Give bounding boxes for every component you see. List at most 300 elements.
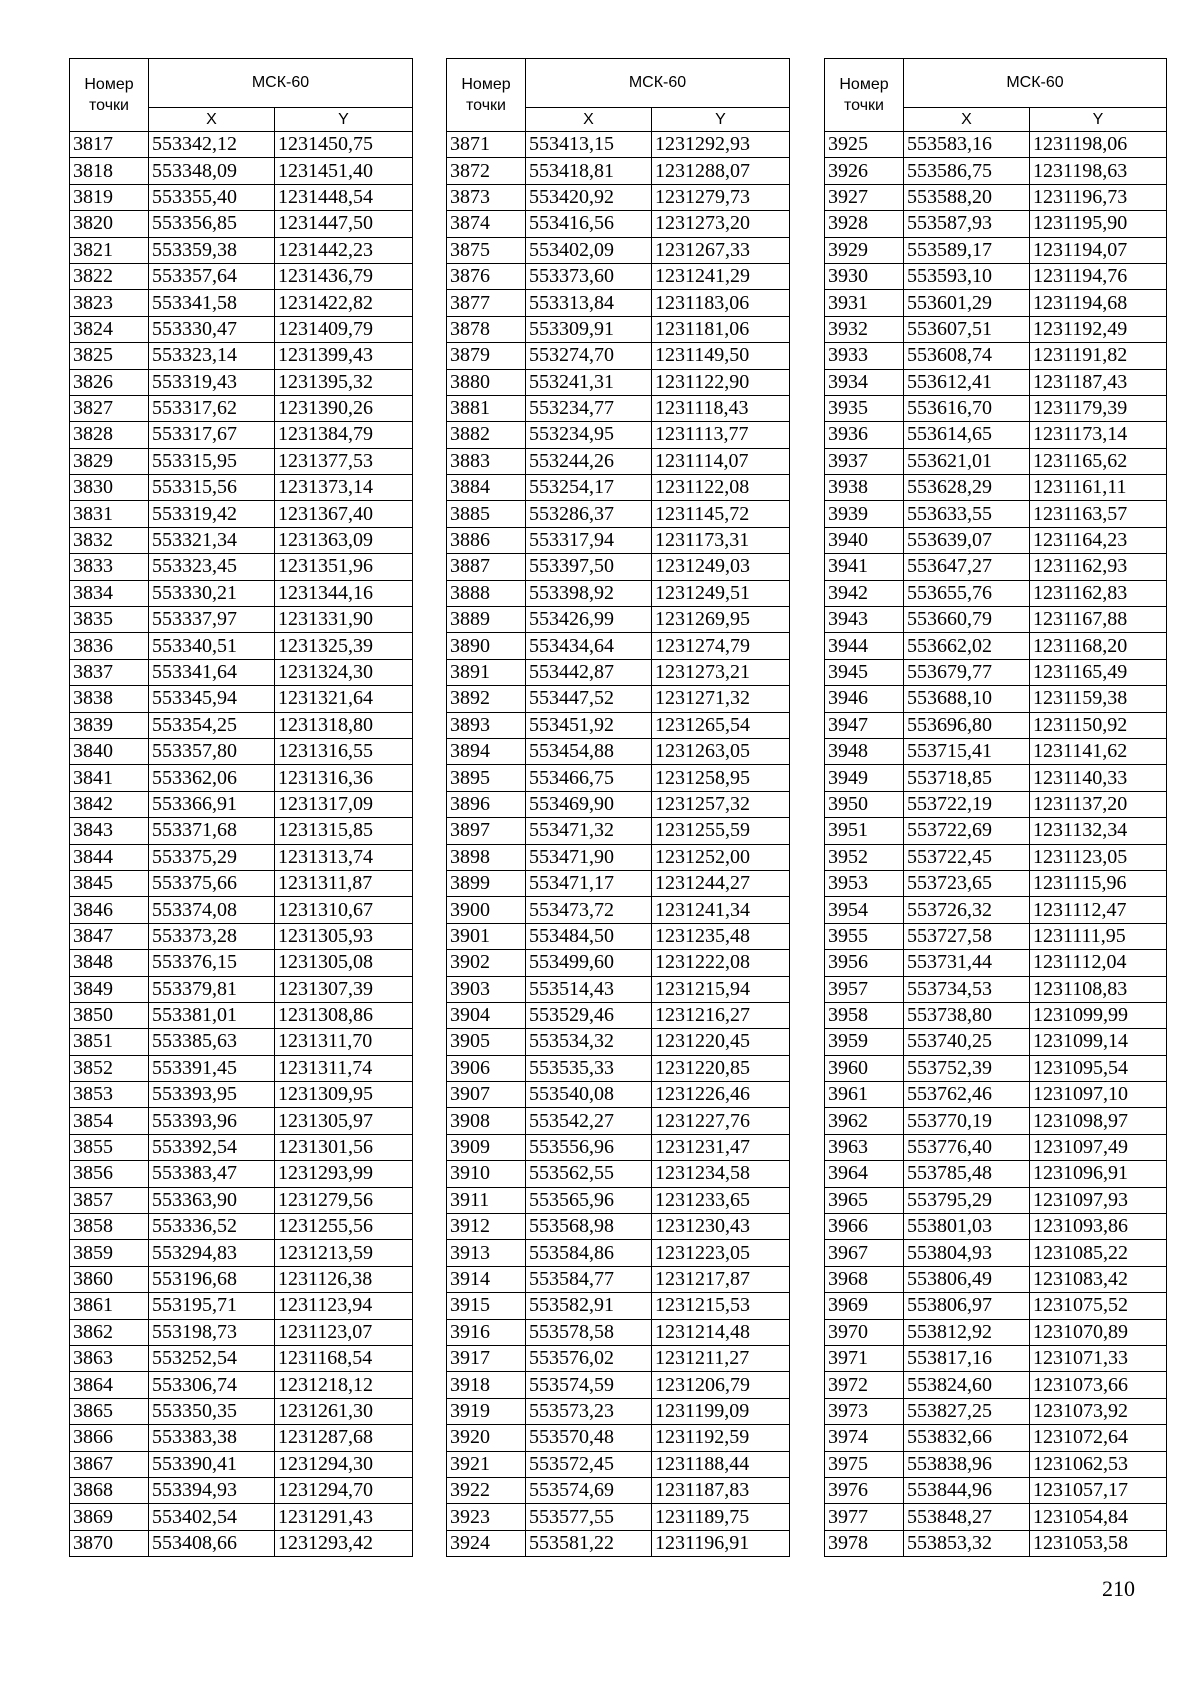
x-coordinate-cell: 553356,85 [149, 211, 275, 237]
x-coordinate-cell: 553832,66 [904, 1425, 1030, 1451]
table-row [447, 976, 790, 1002]
y-coordinate-cell: 1231395,32 [275, 369, 413, 395]
point-number-cell: 3870 [70, 1530, 149, 1556]
x-coordinate-cell: 553586,75 [904, 158, 1030, 184]
point-number-cell: 3961 [825, 1082, 904, 1108]
point-number-cell: 3898 [447, 844, 526, 870]
table-row [447, 1319, 790, 1345]
y-coordinate-cell: 1231223,05 [652, 1240, 790, 1266]
table-row [447, 870, 790, 896]
table-row [70, 1029, 413, 1055]
point-number-cell: 3852 [70, 1055, 149, 1081]
point-number-cell: 3850 [70, 1002, 149, 1028]
point-number-cell: 3882 [447, 422, 526, 448]
point-number-cell: 3893 [447, 712, 526, 738]
point-number-cell: 3832 [70, 527, 149, 553]
x-coordinate-cell: 553447,52 [526, 686, 652, 712]
point-number-cell: 3891 [447, 659, 526, 685]
point-number-cell: 3924 [447, 1530, 526, 1556]
y-coordinate-cell: 1231230,43 [652, 1214, 790, 1240]
point-number-cell: 3819 [70, 184, 149, 210]
x-coordinate-cell: 553354,25 [149, 712, 275, 738]
point-number-cell: 3846 [70, 897, 149, 923]
x-coordinate-cell: 553827,25 [904, 1398, 1030, 1424]
y-coordinate-cell: 1231226,46 [652, 1082, 790, 1108]
table-row [825, 237, 1167, 263]
table-row [447, 580, 790, 606]
point-number-cell: 3945 [825, 659, 904, 685]
point-number-cell: 3974 [825, 1425, 904, 1451]
y-coordinate-cell: 1231310,67 [275, 897, 413, 923]
table-row [447, 844, 790, 870]
table-row [70, 1134, 413, 1160]
table-row [70, 1372, 413, 1398]
point-number-cell: 3934 [825, 369, 904, 395]
table-row [825, 211, 1167, 237]
point-number-cell: 3862 [70, 1319, 149, 1345]
x-coordinate-cell: 553244,26 [526, 448, 652, 474]
y-coordinate-cell: 1231141,62 [1030, 738, 1167, 764]
y-coordinate-cell: 1231083,42 [1030, 1266, 1167, 1292]
x-coordinate-cell: 553392,54 [149, 1134, 275, 1160]
table-row [825, 290, 1167, 316]
table-row [70, 897, 413, 923]
point-number-cell: 3969 [825, 1293, 904, 1319]
point-number-cell: 3844 [70, 844, 149, 870]
point-number-cell: 3877 [447, 290, 526, 316]
table-row [447, 1240, 790, 1266]
y-coordinate-cell: 1231145,72 [652, 501, 790, 527]
y-coordinate-cell: 1231167,88 [1030, 607, 1167, 633]
x-coordinate-cell: 553572,45 [526, 1451, 652, 1477]
x-coordinate-cell: 553562,55 [526, 1161, 652, 1187]
y-coordinate-cell: 1231194,76 [1030, 263, 1167, 289]
point-number-cell: 3926 [825, 158, 904, 184]
y-coordinate-cell: 1231436,79 [275, 263, 413, 289]
table-row [447, 422, 790, 448]
point-number-cell: 3894 [447, 738, 526, 764]
x-coordinate-cell: 553385,63 [149, 1029, 275, 1055]
x-coordinate-cell: 553785,48 [904, 1161, 1030, 1187]
point-number-cell: 3900 [447, 897, 526, 923]
y-coordinate-cell: 1231085,22 [1030, 1240, 1167, 1266]
point-number-cell: 3953 [825, 870, 904, 896]
x-coordinate-cell: 553309,91 [526, 316, 652, 342]
point-number-cell: 3834 [70, 580, 149, 606]
point-number-cell: 3826 [70, 369, 149, 395]
x-coordinate-cell: 553770,19 [904, 1108, 1030, 1134]
point-number-cell: 3964 [825, 1161, 904, 1187]
point-number-cell: 3972 [825, 1372, 904, 1398]
x-coordinate-cell: 553529,46 [526, 1002, 652, 1028]
x-coordinate-cell: 553402,54 [149, 1504, 275, 1530]
y-coordinate-cell: 1231442,23 [275, 237, 413, 263]
coordinates-table-3 [824, 58, 1167, 1557]
point-number-cell: 3955 [825, 923, 904, 949]
table-row [825, 475, 1167, 501]
table-row [825, 818, 1167, 844]
point-number-cell: 3917 [447, 1345, 526, 1371]
x-coordinate-cell: 553715,41 [904, 738, 1030, 764]
point-number-cell: 3912 [447, 1214, 526, 1240]
y-coordinate-cell: 1231054,84 [1030, 1504, 1167, 1530]
y-coordinate-cell: 1231325,39 [275, 633, 413, 659]
point-number-cell: 3967 [825, 1240, 904, 1266]
table-row [447, 475, 790, 501]
table-row [447, 1082, 790, 1108]
x-coordinate-cell: 553628,29 [904, 475, 1030, 501]
x-coordinate-cell: 553442,87 [526, 659, 652, 685]
y-coordinate-cell: 1231255,56 [275, 1214, 413, 1240]
x-coordinate-cell: 553806,49 [904, 1266, 1030, 1292]
point-number-cell: 3908 [447, 1108, 526, 1134]
table-row [70, 791, 413, 817]
y-coordinate-cell: 1231316,55 [275, 738, 413, 764]
table-row [70, 765, 413, 791]
y-coordinate-cell: 1231099,14 [1030, 1029, 1167, 1055]
y-coordinate-cell: 1231409,79 [275, 316, 413, 342]
table-row [447, 659, 790, 685]
point-number-cell: 3973 [825, 1398, 904, 1424]
x-coordinate-cell: 553393,95 [149, 1082, 275, 1108]
x-coordinate-cell: 553426,99 [526, 607, 652, 633]
y-coordinate-cell: 1231123,94 [275, 1293, 413, 1319]
table-row [825, 1082, 1167, 1108]
x-coordinate-cell: 553294,83 [149, 1240, 275, 1266]
y-coordinate-cell: 1231097,93 [1030, 1187, 1167, 1213]
point-number-cell: 3907 [447, 1082, 526, 1108]
x-coordinate-cell: 553722,45 [904, 844, 1030, 870]
table-row [447, 316, 790, 342]
y-coordinate-cell: 1231373,14 [275, 475, 413, 501]
x-coordinate-cell: 553607,51 [904, 316, 1030, 342]
x-coordinate-cell: 553241,31 [526, 369, 652, 395]
y-coordinate-cell: 1231293,42 [275, 1530, 413, 1556]
x-coordinate-cell: 553584,86 [526, 1240, 652, 1266]
y-coordinate-cell: 1231140,33 [1030, 765, 1167, 791]
table-row [447, 1266, 790, 1292]
table-row [70, 395, 413, 421]
x-coordinate-cell: 553612,41 [904, 369, 1030, 395]
coordinate-system-header: МСК-60 [526, 59, 790, 108]
table-row [70, 184, 413, 210]
point-number-cell: 3903 [447, 976, 526, 1002]
y-coordinate-cell: 1231187,43 [1030, 369, 1167, 395]
x-coordinate-cell: 553570,48 [526, 1425, 652, 1451]
x-coordinate-cell: 553573,23 [526, 1398, 652, 1424]
x-coordinate-cell: 553752,39 [904, 1055, 1030, 1081]
point-number-cell: 3960 [825, 1055, 904, 1081]
x-coordinate-cell: 553355,40 [149, 184, 275, 210]
y-coordinate-cell: 1231241,34 [652, 897, 790, 923]
x-coordinate-cell: 553418,81 [526, 158, 652, 184]
y-coordinate-cell: 1231447,50 [275, 211, 413, 237]
point-number-cell: 3913 [447, 1240, 526, 1266]
y-coordinate-cell: 1231265,54 [652, 712, 790, 738]
table-row [447, 1477, 790, 1503]
point-number-cell: 3879 [447, 343, 526, 369]
table-row [70, 527, 413, 553]
x-coordinate-cell: 553466,75 [526, 765, 652, 791]
y-coordinate-cell: 1231187,83 [652, 1477, 790, 1503]
point-number-cell: 3864 [70, 1372, 149, 1398]
x-coordinate-cell: 553317,62 [149, 395, 275, 421]
point-number-cell: 3828 [70, 422, 149, 448]
point-number-cell: 3936 [825, 422, 904, 448]
x-coordinate-cell: 553390,41 [149, 1451, 275, 1477]
x-coordinate-cell: 553357,64 [149, 263, 275, 289]
table-row [447, 158, 790, 184]
table-row [70, 1293, 413, 1319]
table-row [70, 633, 413, 659]
y-coordinate-cell: 1231126,38 [275, 1266, 413, 1292]
point-number-cell: 3923 [447, 1504, 526, 1530]
point-number-cell: 3940 [825, 527, 904, 553]
y-coordinate-cell: 1231196,91 [652, 1530, 790, 1556]
x-coordinate-cell: 553471,32 [526, 818, 652, 844]
y-coordinate-cell: 1231305,97 [275, 1108, 413, 1134]
x-coordinate-cell: 553342,12 [149, 132, 275, 158]
point-number-cell: 3881 [447, 395, 526, 421]
y-coordinate-cell: 1231188,44 [652, 1451, 790, 1477]
point-number-cell: 3824 [70, 316, 149, 342]
table-row [447, 554, 790, 580]
point-number-cell: 3935 [825, 395, 904, 421]
y-coordinate-cell: 1231344,16 [275, 580, 413, 606]
point-number-cell: 3910 [447, 1161, 526, 1187]
x-coordinate-cell: 553584,77 [526, 1266, 652, 1292]
table-row [825, 1108, 1167, 1134]
y-coordinate-cell: 1231331,90 [275, 607, 413, 633]
y-coordinate-cell: 1231261,30 [275, 1398, 413, 1424]
x-coordinate-cell: 553568,98 [526, 1214, 652, 1240]
point-number-cell: 3872 [447, 158, 526, 184]
point-number-cell: 3965 [825, 1187, 904, 1213]
x-coordinate-cell: 553688,10 [904, 686, 1030, 712]
y-coordinate-cell: 1231215,53 [652, 1293, 790, 1319]
x-coordinate-cell: 553722,19 [904, 791, 1030, 817]
point-number-cell: 3886 [447, 527, 526, 553]
table-row [825, 1266, 1167, 1292]
table-row [70, 1425, 413, 1451]
point-number-cell: 3895 [447, 765, 526, 791]
point-number-cell: 3838 [70, 686, 149, 712]
x-coordinate-cell: 553383,38 [149, 1425, 275, 1451]
x-coordinate-cell: 553593,10 [904, 263, 1030, 289]
y-coordinate-cell: 1231192,49 [1030, 316, 1167, 342]
table-row [447, 211, 790, 237]
x-coordinate-cell: 553362,06 [149, 765, 275, 791]
y-coordinate-cell: 1231073,66 [1030, 1372, 1167, 1398]
table-row [70, 950, 413, 976]
y-coordinate-cell: 1231075,52 [1030, 1293, 1167, 1319]
x-coordinate-cell: 553375,66 [149, 870, 275, 896]
y-coordinate-cell: 1231183,06 [652, 290, 790, 316]
x-coordinate-cell: 553336,52 [149, 1214, 275, 1240]
y-coordinate-cell: 1231294,70 [275, 1477, 413, 1503]
table-row [447, 1398, 790, 1424]
x-coordinate-cell: 553374,08 [149, 897, 275, 923]
x-coordinate-cell: 553315,56 [149, 475, 275, 501]
x-coordinate-cell: 553542,27 [526, 1108, 652, 1134]
x-coordinate-cell: 553718,85 [904, 765, 1030, 791]
x-column-header: X [904, 108, 1030, 132]
table-row [825, 1319, 1167, 1345]
x-coordinate-cell: 553762,46 [904, 1082, 1030, 1108]
table-row [70, 448, 413, 474]
x-coordinate-cell: 553451,92 [526, 712, 652, 738]
y-coordinate-cell: 1231214,48 [652, 1319, 790, 1345]
x-column-header: X [526, 108, 652, 132]
y-coordinate-cell: 1231097,10 [1030, 1082, 1167, 1108]
y-coordinate-cell: 1231399,43 [275, 343, 413, 369]
point-number-cell: 3950 [825, 791, 904, 817]
y-coordinate-cell: 1231293,99 [275, 1161, 413, 1187]
table-row [825, 1398, 1167, 1424]
x-coordinate-cell: 553363,90 [149, 1187, 275, 1213]
y-coordinate-cell: 1231216,27 [652, 1002, 790, 1028]
table-row [447, 343, 790, 369]
x-coordinate-cell: 553317,94 [526, 527, 652, 553]
point-number-cell: 3954 [825, 897, 904, 923]
x-coordinate-cell: 553381,01 [149, 1002, 275, 1028]
x-coordinate-cell: 553824,60 [904, 1372, 1030, 1398]
x-coordinate-cell: 553234,77 [526, 395, 652, 421]
y-coordinate-cell: 1231351,96 [275, 554, 413, 580]
table-row [447, 897, 790, 923]
table-row [825, 448, 1167, 474]
x-coordinate-cell: 553727,58 [904, 923, 1030, 949]
point-number-cell: 3966 [825, 1214, 904, 1240]
point-number-cell: 3968 [825, 1266, 904, 1292]
y-coordinate-cell: 1231114,07 [652, 448, 790, 474]
x-coordinate-cell: 553373,60 [526, 263, 652, 289]
table-row [70, 1055, 413, 1081]
table-row [825, 395, 1167, 421]
point-number-cell: 3951 [825, 818, 904, 844]
x-coordinate-cell: 553647,27 [904, 554, 1030, 580]
y-coordinate-cell: 1231244,27 [652, 870, 790, 896]
point-number-cell: 3947 [825, 712, 904, 738]
x-coordinate-cell: 553848,27 [904, 1504, 1030, 1530]
y-coordinate-cell: 1231122,08 [652, 475, 790, 501]
table-row [70, 1108, 413, 1134]
x-coordinate-cell: 553471,90 [526, 844, 652, 870]
table-row [825, 1425, 1167, 1451]
table-row [825, 765, 1167, 791]
coordinates-table-2 [446, 58, 790, 1557]
x-coordinate-cell: 553535,33 [526, 1055, 652, 1081]
point-number-cell: 3836 [70, 633, 149, 659]
table-row [70, 1266, 413, 1292]
table-row [825, 1372, 1167, 1398]
table-row [825, 897, 1167, 923]
point-number-cell: 3867 [70, 1451, 149, 1477]
y-coordinate-cell: 1231098,97 [1030, 1108, 1167, 1134]
y-coordinate-cell: 1231233,65 [652, 1187, 790, 1213]
x-coordinate-cell: 553196,68 [149, 1266, 275, 1292]
point-number-cell: 3922 [447, 1477, 526, 1503]
x-coordinate-cell: 553812,92 [904, 1319, 1030, 1345]
table-row [825, 712, 1167, 738]
coordinates-table-1 [69, 58, 413, 1557]
table-row [447, 448, 790, 474]
point-number-cell: 3928 [825, 211, 904, 237]
table-row [447, 263, 790, 289]
table-row [447, 1108, 790, 1134]
table-row [825, 1477, 1167, 1503]
y-coordinate-cell: 1231448,54 [275, 184, 413, 210]
table-row [447, 1029, 790, 1055]
point-number-cell: 3933 [825, 343, 904, 369]
x-coordinate-cell: 553366,91 [149, 791, 275, 817]
x-coordinate-cell: 553574,69 [526, 1477, 652, 1503]
table-row [70, 132, 413, 158]
table-row [70, 554, 413, 580]
y-coordinate-cell: 1231113,77 [652, 422, 790, 448]
point-number-cell: 3837 [70, 659, 149, 685]
y-coordinate-cell: 1231118,43 [652, 395, 790, 421]
y-coordinate-cell: 1231450,75 [275, 132, 413, 158]
x-coordinate-cell: 553473,72 [526, 897, 652, 923]
x-coordinate-cell: 553577,55 [526, 1504, 652, 1530]
x-coordinate-cell: 553853,32 [904, 1530, 1030, 1556]
point-number-cell: 3962 [825, 1108, 904, 1134]
table-row [70, 263, 413, 289]
table-row [825, 527, 1167, 553]
x-coordinate-cell: 553581,22 [526, 1530, 652, 1556]
table-row [447, 1451, 790, 1477]
point-header-line1: Номер [84, 76, 134, 93]
y-coordinate-cell: 1231062,53 [1030, 1451, 1167, 1477]
x-coordinate-cell: 553540,08 [526, 1082, 652, 1108]
table-row [447, 290, 790, 316]
point-number-cell: 3853 [70, 1082, 149, 1108]
table-row [70, 475, 413, 501]
point-number-cell: 3925 [825, 132, 904, 158]
y-coordinate-cell: 1231163,57 [1030, 501, 1167, 527]
y-column-header: Y [1030, 108, 1167, 132]
table-row [447, 712, 790, 738]
point-number-cell: 3963 [825, 1134, 904, 1160]
x-coordinate-cell: 553804,93 [904, 1240, 1030, 1266]
y-coordinate-cell: 1231288,07 [652, 158, 790, 184]
y-coordinate-cell: 1231257,32 [652, 791, 790, 817]
x-coordinate-cell: 553317,67 [149, 422, 275, 448]
table-row [70, 1504, 413, 1530]
y-coordinate-cell: 1231196,73 [1030, 184, 1167, 210]
table-row [447, 1504, 790, 1530]
table-row [825, 158, 1167, 184]
point-number-cell: 3946 [825, 686, 904, 712]
point-number-cell: 3975 [825, 1451, 904, 1477]
x-coordinate-cell: 553616,70 [904, 395, 1030, 421]
table-row [70, 738, 413, 764]
y-coordinate-cell: 1231095,54 [1030, 1055, 1167, 1081]
table-row [825, 1451, 1167, 1477]
y-coordinate-cell: 1231070,89 [1030, 1319, 1167, 1345]
x-coordinate-cell: 553350,35 [149, 1398, 275, 1424]
table-row [825, 738, 1167, 764]
y-coordinate-cell: 1231422,82 [275, 290, 413, 316]
point-number-cell: 3831 [70, 501, 149, 527]
table-row [825, 659, 1167, 685]
y-coordinate-cell: 1231267,33 [652, 237, 790, 263]
y-coordinate-cell: 1231390,26 [275, 395, 413, 421]
x-coordinate-cell: 553391,45 [149, 1055, 275, 1081]
point-number-cell: 3884 [447, 475, 526, 501]
point-number-cell: 3948 [825, 738, 904, 764]
